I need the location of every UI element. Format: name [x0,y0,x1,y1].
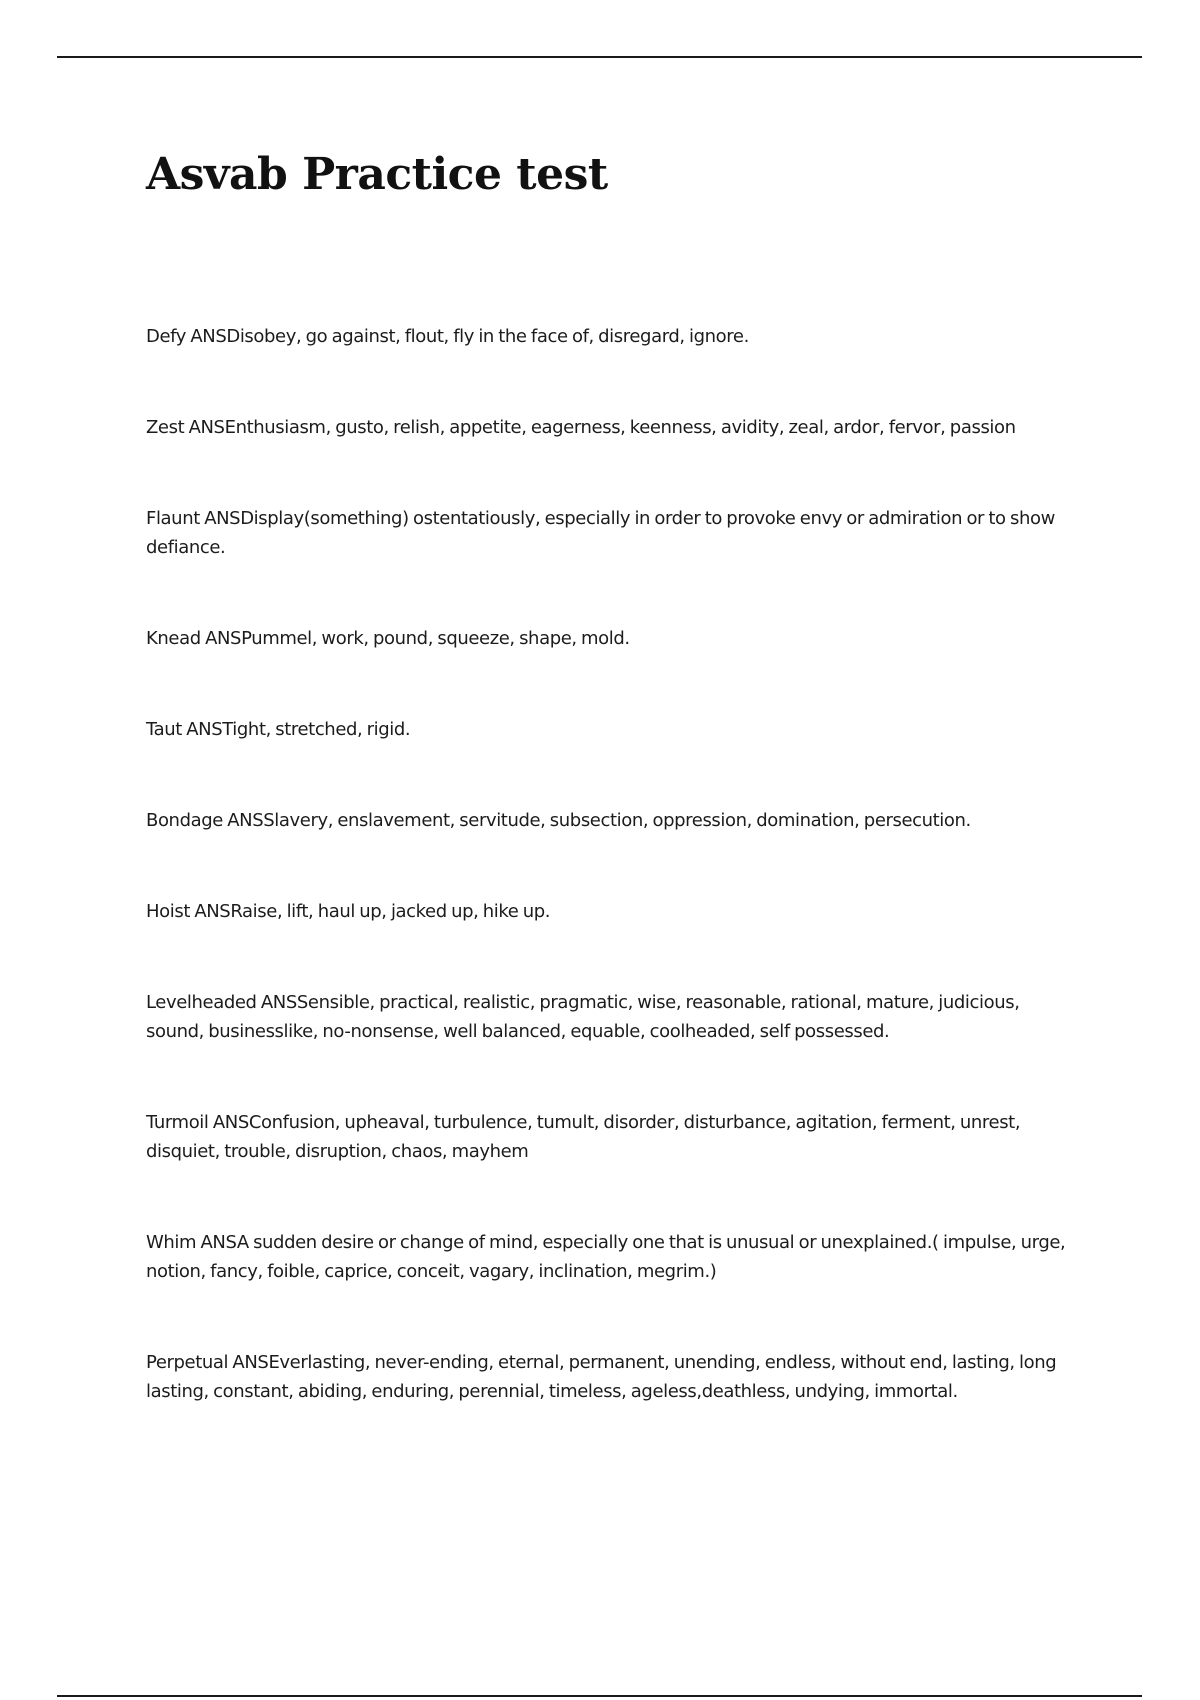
list-item [146,1108,1076,1166]
list-item [146,715,1076,744]
entry-term: Flaunt [146,508,200,529]
list-item [146,988,1076,1046]
answer-marker: ANS [260,992,297,1013]
entry-answer: A sudden desire or change of mind, especially one that is unusual or unexplained.( impulse, urge, notion, fancy, foible, caprice, conceit, vagary, inclination, megrim.) [146,1232,1066,1282]
entry-term: Knead [146,628,201,649]
entry-answer: Enthusiasm, gusto, relish, appetite, eagerness, keenness, avidity, zeal, ardor, fervor, passion [224,417,1016,438]
entry-answer: Slavery, enslavement, servitude, subsection, oppression, domination, persecution. [263,810,971,831]
entry-answer: Everlasting, never-ending, eternal, permanent, unending, endless, without end, lasting, long lasting, constant, abiding, enduring, perennial, timeless, ageless,deathless, undying, immortal. [146,1352,1057,1402]
answer-marker: ANS [194,901,231,922]
entry-term: Defy [146,326,187,347]
entry-term: Perpetual [146,1352,229,1373]
answer-marker: ANS [204,508,241,529]
entry-answer: Disobey, go against, flout, fly in the face of, disregard, ignore. [226,326,749,347]
top-divider [57,56,1142,58]
list-item [146,322,1076,351]
list-item [146,624,1076,653]
bottom-divider [57,1695,1142,1697]
entry-answer: Sensible, practical, realistic, pragmatic, wise, reasonable, rational, mature, judicious, sound, businesslike, no-nonsense, well balanced, equable, coolheaded, self possessed. [146,992,1020,1042]
list-item [146,806,1076,835]
entry-term: Levelheaded [146,992,257,1013]
answer-marker: ANS [232,1352,269,1373]
entry-term: Turmoil [146,1112,209,1133]
list-item [146,504,1076,562]
entry-term: Bondage [146,810,223,831]
answer-marker: ANS [186,719,223,740]
vocabulary-list [146,322,1076,1468]
answer-marker: ANS [188,417,225,438]
entry-term: Taut [146,719,182,740]
entry-term: Zest [146,417,185,438]
answer-marker: ANS [200,1232,237,1253]
entry-term: Hoist [146,901,190,922]
page-title: Asvab Practice test [146,149,608,200]
answer-marker: ANS [212,1112,249,1133]
answer-marker: ANS [227,810,264,831]
list-item [146,1228,1076,1286]
list-item [146,413,1076,442]
answer-marker: ANS [205,628,242,649]
list-item [146,1348,1076,1406]
entry-answer: Display(something) ostentatiously, especially in order to provoke envy or admiration or to show defiance. [146,508,1055,558]
answer-marker: ANS [190,326,227,347]
entry-answer: Pummel, work, pound, squeeze, shape, mold. [241,628,630,649]
entry-term: Whim [146,1232,197,1253]
entry-answer: Raise, lift, haul up, jacked up, hike up. [230,901,551,922]
list-item [146,897,1076,926]
entry-answer: Confusion, upheaval, turbulence, tumult, disorder, disturbance, agitation, ferment, unrest, disquiet, trouble, disruption, chaos, mayhem [146,1112,1021,1162]
entry-answer: Tight, stretched, rigid. [222,719,411,740]
